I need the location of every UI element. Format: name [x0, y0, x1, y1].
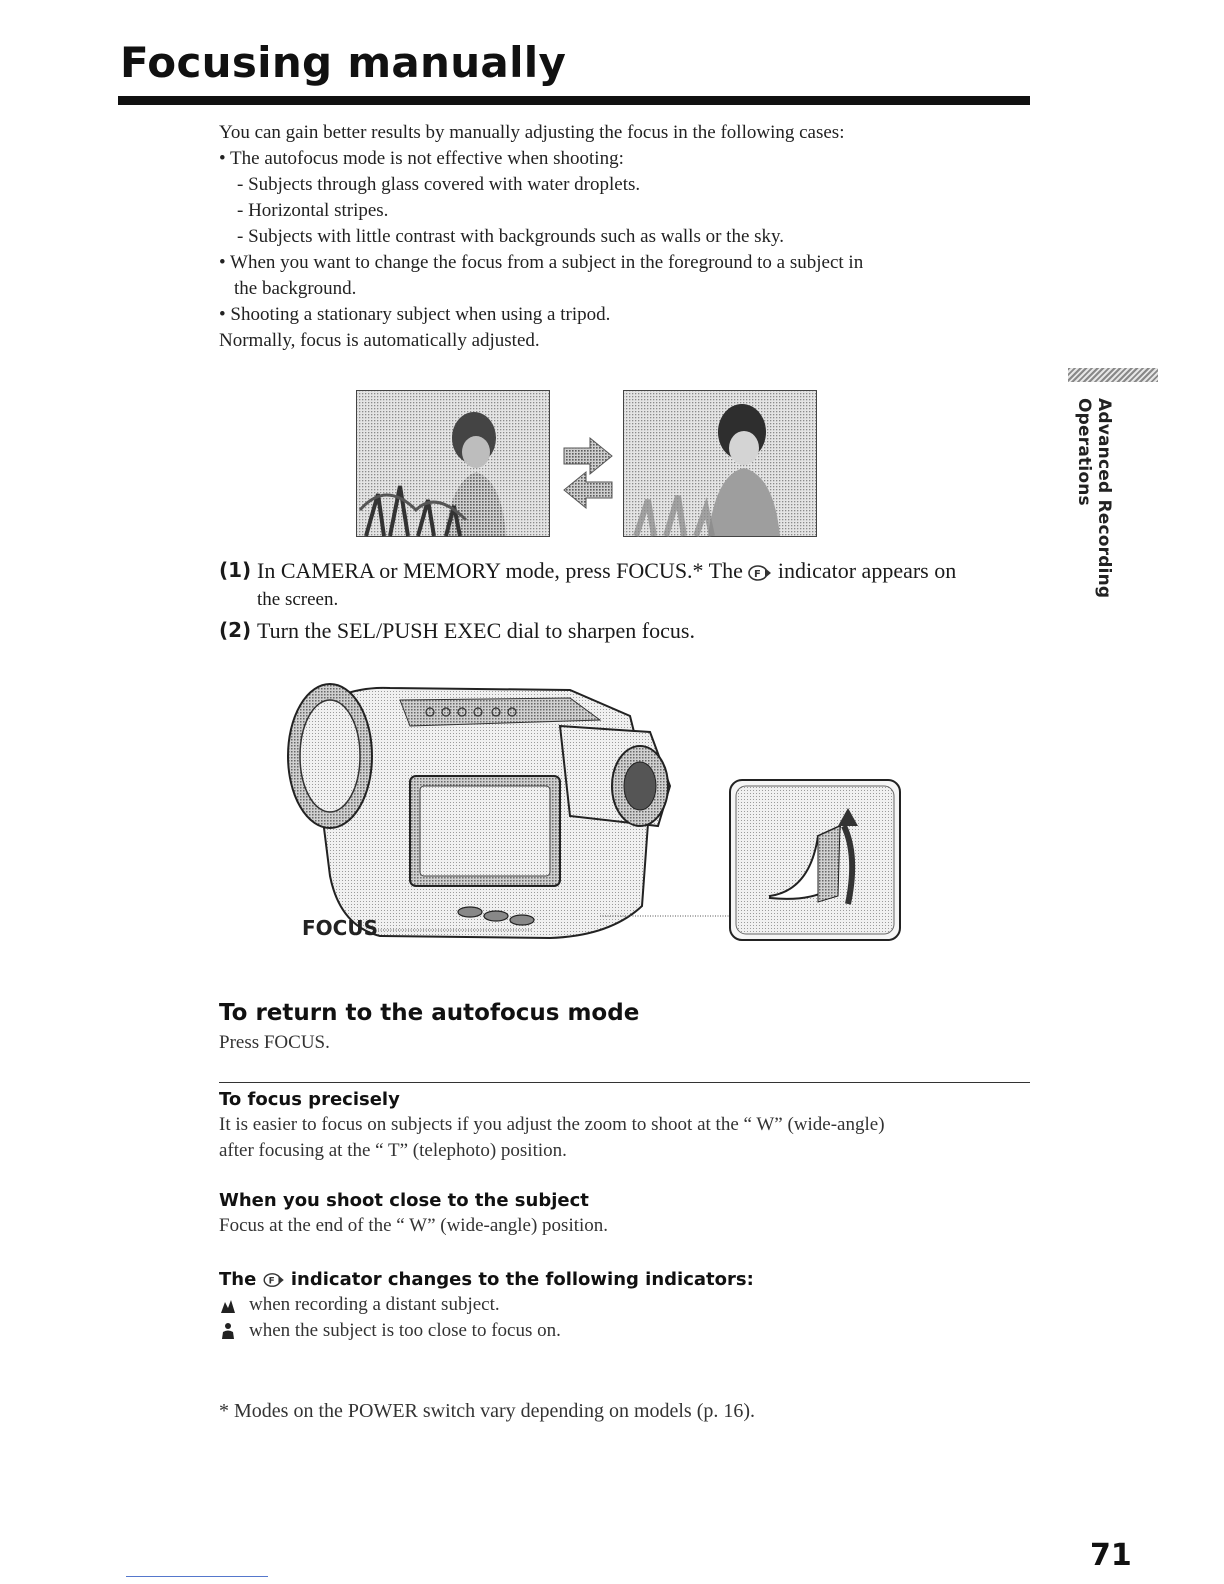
intro-section	[219, 120, 1039, 354]
close-subject-icon	[219, 1322, 237, 1340]
intro-bullet: • When you want to change the focus from a subject in the foreground to a subject in	[219, 252, 864, 273]
bottom-rule	[126, 1576, 268, 1577]
side-tab-label-box	[1074, 398, 1114, 698]
sel-push-exec-dial-inset	[730, 780, 900, 940]
manual-focus-icon	[263, 1272, 285, 1288]
intro-sub-item: - Subjects with little contrast with backgrounds such as walls or the sky.	[237, 226, 785, 247]
side-tab-label: Advanced Recording Operations	[1074, 398, 1114, 599]
indicator-desc: when recording a distant subject.	[249, 1294, 500, 1315]
indicator-row	[219, 1292, 1049, 1318]
camcorder-illustration	[270, 676, 910, 952]
note-close-subject	[219, 1190, 1049, 1239]
svg-text:F: F	[268, 1276, 275, 1287]
focus-button-label: FOCUS	[302, 916, 378, 940]
note-focus-precisely	[219, 1089, 1049, 1164]
step-number: (2)	[219, 618, 252, 642]
note-heading	[219, 1269, 1049, 1290]
steps-list	[219, 556, 1059, 647]
intro-bullet: • The autofocus mode is not effective when shooting:	[219, 148, 624, 169]
step-item	[219, 556, 1059, 614]
photo-foreground-focus	[357, 391, 550, 537]
svg-text:F: F	[754, 568, 762, 580]
indicator-row	[219, 1318, 1049, 1344]
section-heading-return-autofocus: To return to the autofocus mode	[219, 1000, 640, 1026]
note-indicator-changes	[219, 1269, 1049, 1344]
note-heading: To focus precisely	[219, 1089, 400, 1110]
title-rule	[118, 96, 1030, 105]
intro-bullet-cont: the background.	[234, 278, 357, 299]
step-text: the screen.	[257, 589, 339, 610]
indicator-desc: when the subject is too close to focus on.	[249, 1320, 561, 1341]
intro-sub-item: - Subjects through glass covered with water droplets.	[237, 174, 641, 195]
note-heading-part: indicator changes to the following indicators:	[290, 1269, 754, 1290]
note-text: after focusing at the “ T” (telephoto) position.	[219, 1140, 567, 1161]
distant-subject-icon	[219, 1296, 237, 1314]
step-item	[219, 616, 1059, 645]
page-number: 71	[1090, 1538, 1132, 1573]
intro-lead: You can gain better results by manually adjusting the focus in the following cases:	[219, 122, 845, 143]
photo-background-focus	[624, 391, 817, 537]
step-text: Turn the SEL/PUSH EXEC dial to sharpen focus.	[257, 618, 695, 643]
manual-focus-icon	[748, 564, 772, 582]
note-heading-part: The	[219, 1269, 257, 1290]
step-number: (1)	[219, 558, 252, 582]
step-text: In CAMERA or MEMORY mode, press FOCUS.* The	[257, 558, 743, 583]
footnote: * Modes on the POWER switch vary depending on models (p. 16).	[219, 1400, 756, 1422]
intro-sub-item: - Horizontal stripes.	[237, 200, 389, 221]
step-text: indicator appears on	[777, 558, 957, 583]
side-tab-marker	[1068, 368, 1158, 382]
intro-normally: Normally, focus is automatically adjusted.	[219, 330, 540, 351]
note-text: Focus at the end of the “ W” (wide-angle) position.	[219, 1215, 609, 1236]
note-heading: When you shoot close to the subject	[219, 1190, 589, 1211]
return-autofocus-text: Press FOCUS.	[219, 1032, 330, 1053]
section-divider	[219, 1082, 1030, 1083]
focus-comparison-figure	[356, 390, 818, 540]
swap-arrows-icon	[564, 438, 612, 508]
page-title: Focusing manually	[120, 38, 567, 87]
intro-bullet: • Shooting a stationary subject when using a tripod.	[219, 304, 611, 325]
note-text: It is easier to focus on subjects if you adjust the zoom to shoot at the “ W” (wide-angle)	[219, 1114, 885, 1135]
